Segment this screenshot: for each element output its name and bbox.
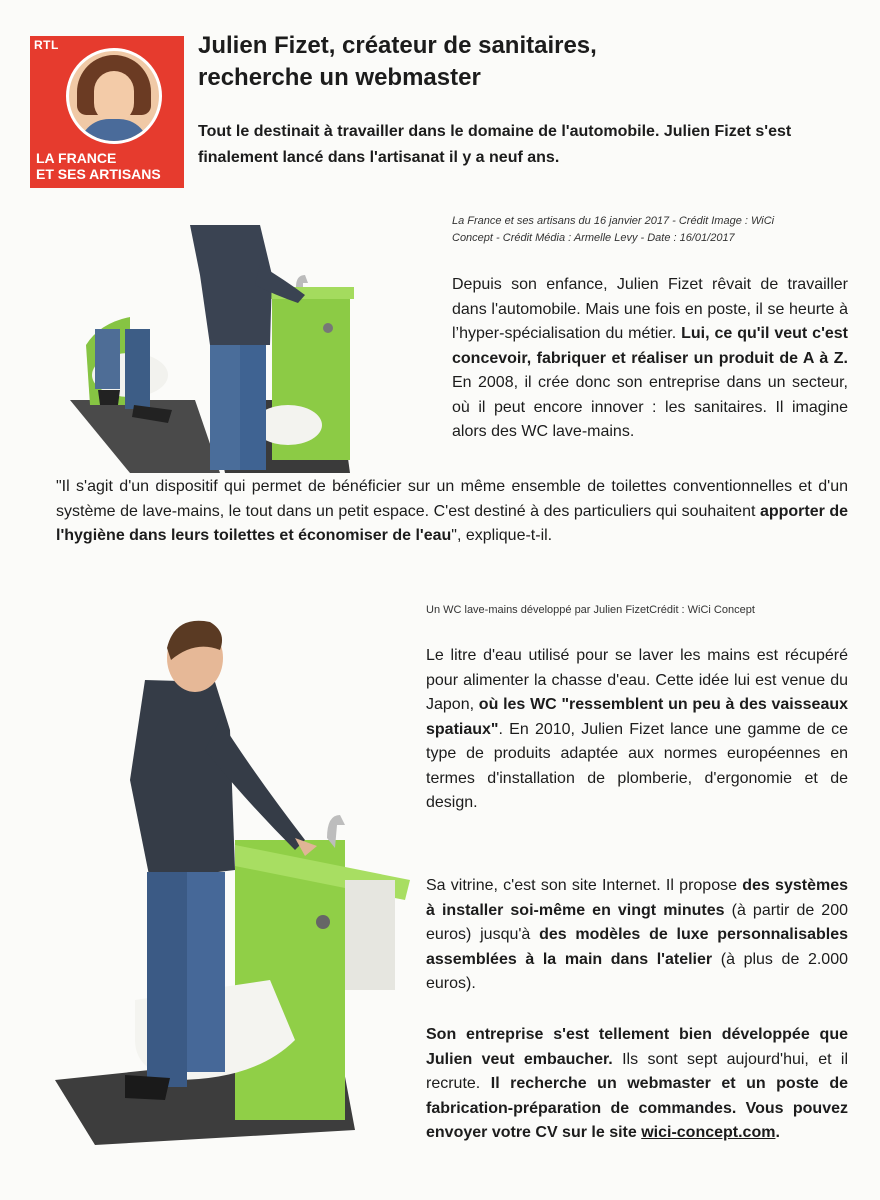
lead-paragraph: Tout le destinait à travailler dans le domaine de l'automobile. Julien Fizet s'est finalement lancé dans l'artisanat il y a neuf ans. (198, 123, 792, 166)
logo-caption: LA FRANCE ET SES ARTISANS (36, 150, 161, 182)
photo-caption-2: Un WC lave-mains développé par Julien FizetCrédit : WiCi Concept (426, 604, 755, 616)
paragraph-1: Depuis son enfance, Julien Fizet rêvait de travailler dans l'automobile. Mais une fois en poste, il se heurte à l’hyper-spécialisation du métier. Lui, ce qu'il veut c'est concevoir, fabriquer et réaliser un produit de A à Z. En 2008, il crée donc son entreprise dans un secteur, où il peut encore innover : les sanitaires. Il imagine alors des WC lave-mains. (452, 276, 849, 440)
product-photo-2 (55, 610, 415, 1150)
paragraph-3: Le litre d'eau utilisé pour se laver les mains est récupéré pour alimenter la chasse d'eau. Cette idée lui est venue du Japon, où les WC "ressemblent un peu à des vaisseaux spatiaux". En 2010, Julien Fizet lance une gamme de ce type de produits adaptée aux normes européennes en termes d'installation de plomberie, d'ergonomie et de design. (426, 647, 849, 811)
rtl-brand: RTL (34, 38, 59, 52)
paragraph-2: "Il s'agit d'un dispositif qui permet de bénéficier sur un même ensemble de toilettes conventionnelles et d'un système de lave-mains, le tout dans un petit espace. C'est destiné à des particuliers qui souhaitent apporter de l'hygiène dans leurs toilettes et économiser de l'eau", explique-t-il. (56, 478, 849, 544)
website-link[interactable]: wici-concept.com (641, 1124, 776, 1141)
rtl-logo (30, 36, 184, 188)
photo-caption-1: La France et ses artisans du 16 janvier 2017 - Crédit Image : WiCi Concept - Crédit Média : Armelle Levy - Date : 16/01/2017 (452, 215, 775, 244)
paragraph-4: Sa vitrine, c'est son site Internet. Il propose des systèmes à installer soi-même en vingt minutes (à partir de 200 euros) jusqu'à des modèles de luxe personnalisables assemblées à la main dans l'atelier (à plus de 2.000 euros). (426, 877, 849, 992)
headline: Julien Fizet, créateur de sanitaires, recherche un webmaster (198, 32, 597, 91)
paragraph-5: Son entreprise s'est tellement bien développée que Julien veut embaucher. Ils sont sept aujourd'hui, et il recrute. Il recherche un webmaster et un poste de fabrication-préparation de commandes. Vous pouvez envoyer votre CV sur le site wici-concept.com. (426, 1026, 849, 1141)
product-photo-1 (60, 205, 390, 475)
host-portrait (66, 48, 162, 144)
